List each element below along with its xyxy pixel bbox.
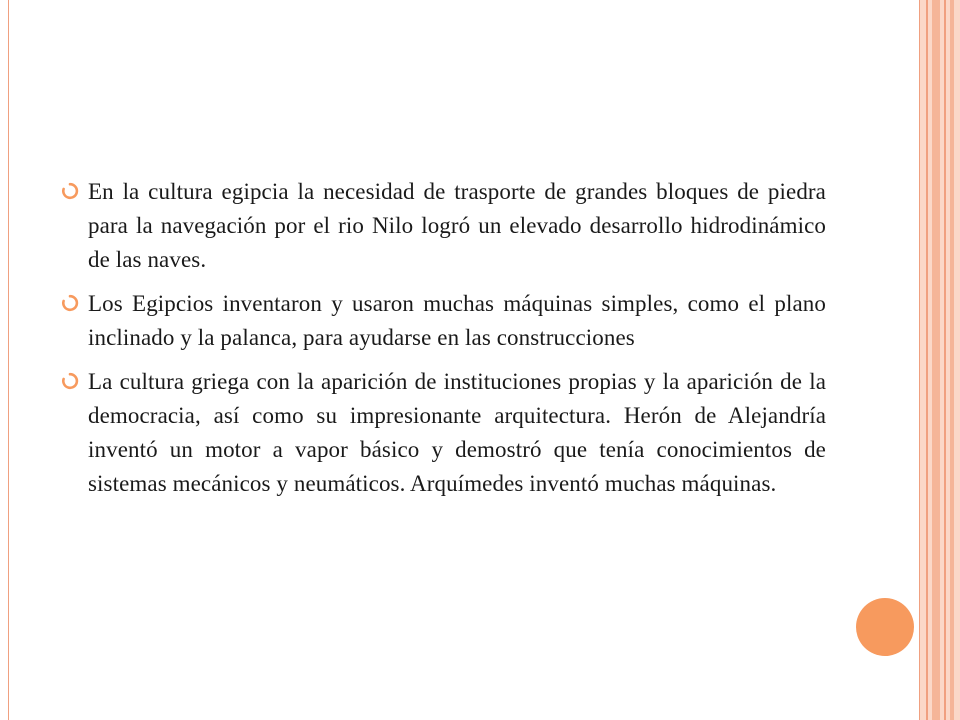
bullet-text: La cultura griega con la aparición de instituciones propias y la aparición de la democracia, así como su impresionante arquitectura. Herón de Alejandría inventó un motor a vapor básico y demostró que tenía conocimientos de sistemas mecánicos y neumáticos. Arquímedes inventó muchas máquinas. (88, 369, 826, 496)
bullet-list (60, 175, 826, 511)
edge-stripe (950, 0, 954, 720)
decorative-edge-stripes (920, 0, 960, 720)
open-ring-bullet-icon (60, 371, 80, 391)
open-ring-bullet-icon (60, 293, 80, 313)
bullet-item (60, 175, 826, 277)
bullet-item (60, 287, 826, 355)
edge-stripe (926, 0, 928, 720)
bullet-item (60, 365, 826, 501)
bullet-text: En la cultura egipcia la necesidad de trasporte de grandes bloques de piedra para la navegación por el rio Nilo logró un elevado desarrollo hidrodinámico de las naves. (88, 179, 826, 272)
edge-stripe (944, 0, 946, 720)
edge-stripe (932, 0, 940, 720)
accent-circle (856, 598, 914, 656)
bullet-text: Los Egipcios inventaron y usaron muchas máquinas simples, como el plano inclinado y la palanca, para ayudarse en las construcciones (88, 291, 826, 350)
open-ring-bullet-icon (60, 181, 80, 201)
